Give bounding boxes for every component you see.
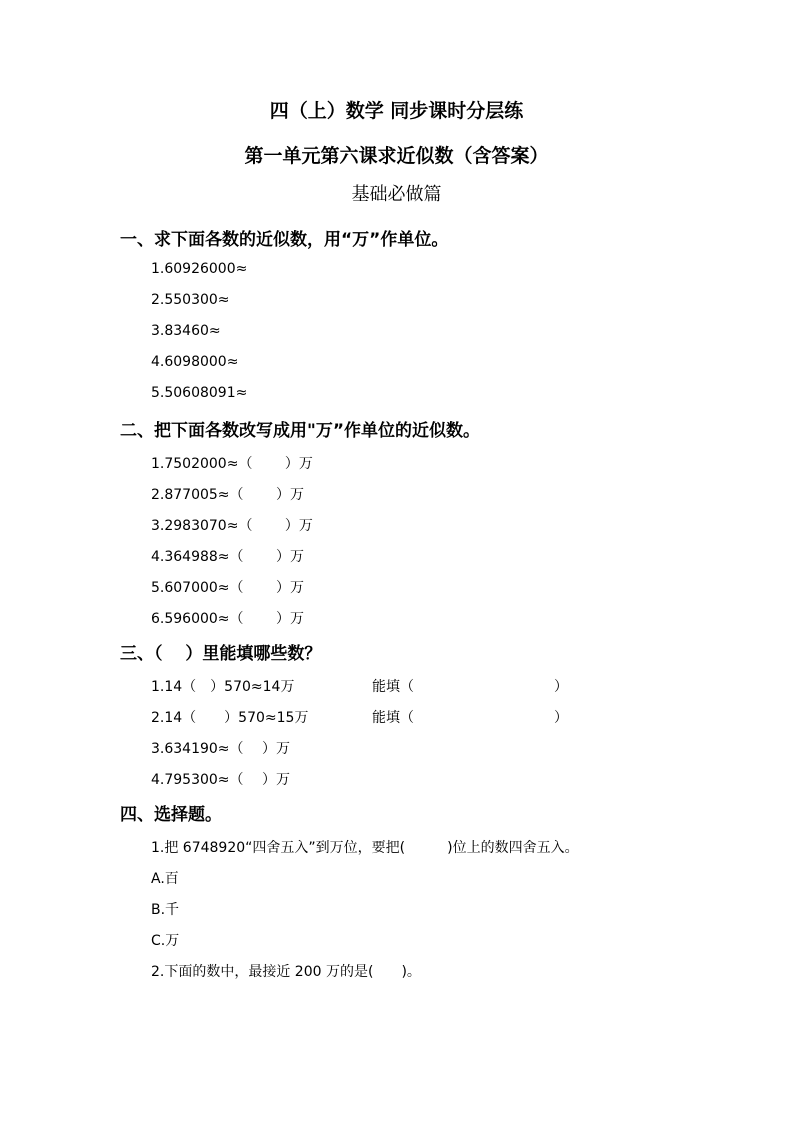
- section-1-item: 4.6098000≈: [151, 354, 239, 370]
- level-label: 基础必做篇: [351, 184, 442, 205]
- section-3-item: 2.14（ ）570≈15万: [151, 710, 309, 726]
- section-2-item: 2.877005≈（ ）万: [151, 487, 304, 503]
- section-3-item: 1.14（ ）570≈14万: [151, 679, 295, 695]
- section-2-item: 3.2983070≈（ ）万: [151, 518, 313, 534]
- section-4-option: B.千: [151, 902, 180, 918]
- section-2-item: 1.7502000≈（ ）万: [151, 456, 313, 472]
- section-3-heading: 三、（ ）里能填哪些数？: [120, 644, 322, 664]
- section-1-heading: 一、求下面各数的近似数，用“万”作单位。: [120, 230, 449, 250]
- worksheet-title: 四（上）数学 同步课时分层练: [269, 100, 524, 122]
- section-4-question: 1.把 6748920“四舍五入”到万位，要把( )位上的数四舍五入。: [151, 840, 579, 856]
- section-4-option: C.万: [151, 933, 180, 949]
- section-4-heading: 四、选择题。: [120, 805, 222, 825]
- section-2-item: 5.607000≈（ ）万: [151, 580, 304, 596]
- section-3-fill: 能填（ ）: [372, 710, 568, 726]
- section-3-item: 3.634190≈（ ）万: [151, 741, 290, 757]
- section-4-question: 2.下面的数中，最接近 200 万的是( )。: [151, 964, 421, 980]
- section-1-item: 2.550300≈: [151, 292, 230, 308]
- section-2-heading: 二、把下面各数改写成用"万”作单位的近似数。: [120, 421, 481, 441]
- section-1-item: 1.60926000≈: [151, 261, 248, 277]
- lesson-subtitle: 第一单元第六课求近似数（含答案）: [244, 145, 549, 167]
- section-3-fill: 能填（ ）: [372, 679, 568, 695]
- section-2-item: 4.364988≈（ ）万: [151, 549, 304, 565]
- section-4-option: A.百: [151, 871, 179, 887]
- section-2-item: 6.596000≈（ ）万: [151, 611, 304, 627]
- section-1-item: 5.50608091≈: [151, 385, 248, 401]
- section-1-item: 3.83460≈: [151, 323, 221, 339]
- section-3-item: 4.795300≈（ ）万: [151, 772, 290, 788]
